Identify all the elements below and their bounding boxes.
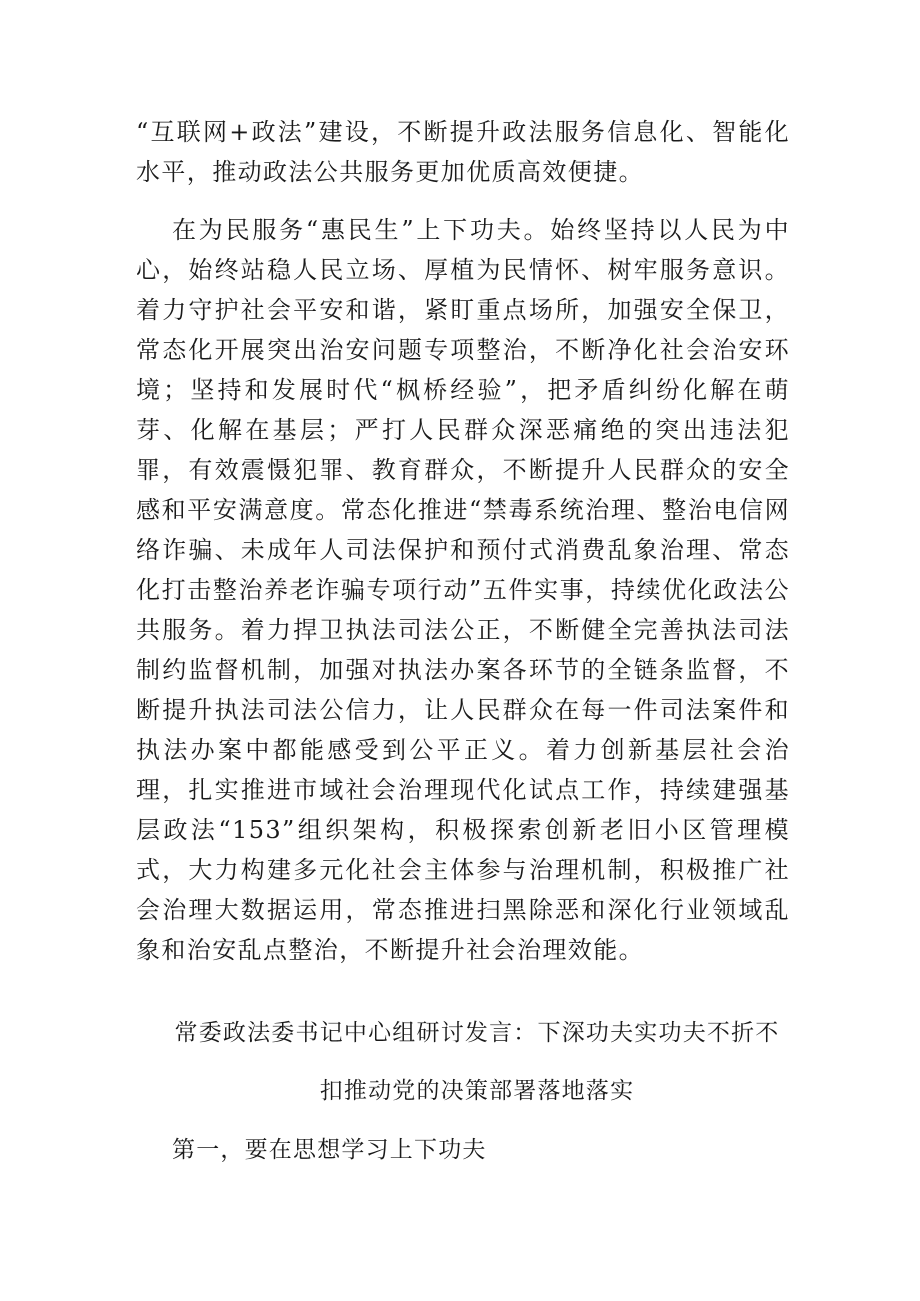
paragraph-serve-people: 在为民服务“惠民生”上下功夫。始终坚持以人民为中心，始终站稳人民立场、厚植为民情怀、树牢服务意识。着力守护社会平安和谐，紧盯重点场所，加强安全保卫，常态化开展突出治安问题专项整治，不断净化社会治安环境；坚持和发展时代“枫桥经验”，把矛盾纠纷化解在萌芽、化解在基层；严打人民群众深恶痛绝的突出违法犯罪，有效震慑犯罪、教育群众，不断提升人民群众的安全感和平安满意度。常态化推进“禁毒系统治理、整治电信网络诈骗、未成年人司法保护和预付式消费乱象治理、常态化打击整治养老诈骗专项行动”五件实事，持续优化政法公共服务。着力捍卫执法司法公正，不断健全完善执法司法制约监督机制，加强对执法办案各环节的全链条监督，不断提升执法司法公信力，让人民群众在每一件司法案件和执法办案中都能感受到公平正义。着力创新基层社会治理，扎实推进市域社会治理现代化试点工作，持续建强基层政法“153”组织架构，积极探索创新老旧小区管理模式，大力构建多元化社会主体参与治理机制，积极推广社会治理大数据运用，常态推进扫黑除恶和深化行业领域乱象和治安乱点整治，不断提升社会治理效能。 <box>136 216 790 964</box>
document-body <box>136 112 790 1172</box>
section-heading: 第一，要在思想学习上下功夫 <box>172 1137 487 1163</box>
paragraph-continuation: “互联网+政法”建设，不断提升政法服务信息化、智能化水平，推动政法公共服务更加优质高效便捷。 <box>136 118 790 186</box>
article-title: 常委政法委书记中心组研讨发言：下深功夫实功夫不折不扣推动党的决策部署落地落实 <box>174 1020 780 1104</box>
